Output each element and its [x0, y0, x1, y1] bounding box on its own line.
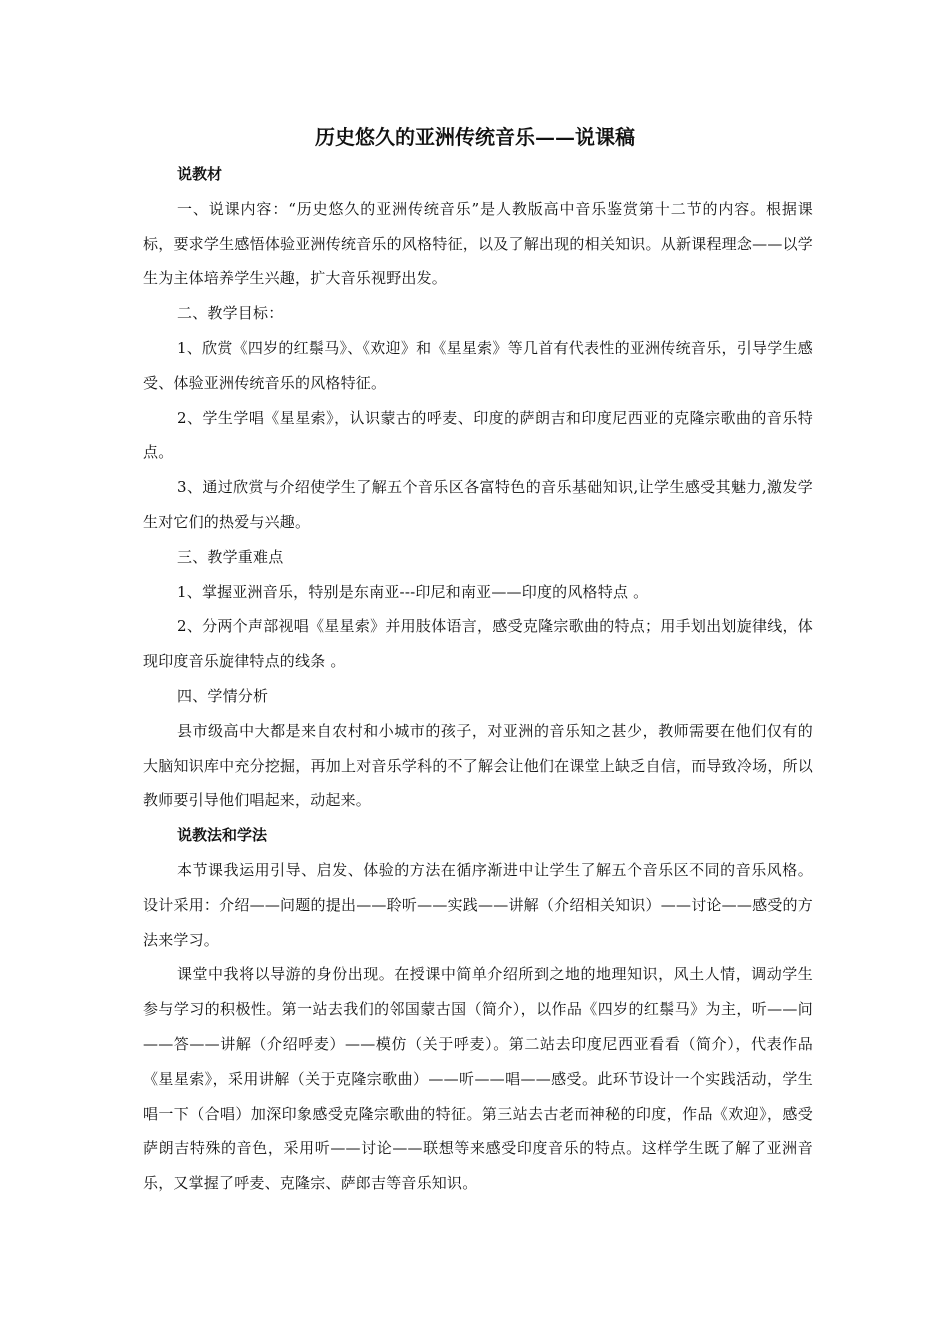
paragraph-methods: 本节课我运用引导、启发、体验的方法在循序渐进中让学生了解五个音乐区不同的音乐风格。设计采用：介绍——问题的提出——聆听——实践——讲解（介绍相关知识）——讨论——感受的方法来学习。	[143, 860, 813, 949]
paragraph-goal-2: 2、学生学唱《星星索》，认识蒙古的呼麦、印度的萨朗吉和印度尼西亚的克隆宗歌曲的音乐特点。	[143, 408, 813, 462]
paragraph-key-points-heading: 三、教学重难点	[177, 547, 284, 566]
document-body	[143, 157, 813, 1201]
paragraph-key-point-1: 1、掌握亚洲音乐，特别是东南亚---印尼和南亚——印度的风格特点 。	[177, 582, 649, 601]
section-heading-textbook: 说教材	[177, 165, 223, 183]
paragraph-goal-1: 1、欣赏《四岁的红鬃马》、《欢迎》和《星星索》等几首有代表性的亚洲传统音乐，引导学生感受、体验亚洲传统音乐的风格特征。	[143, 338, 813, 392]
paragraph-learner-analysis: 县市级高中大都是来自农村和小城市的孩子，对亚洲的音乐知之甚少，教师需要在他们仅有的大脑知识库中充分挖掘，再加上对音乐学科的不了解会让他们在课堂上缺乏自信，而导致冷场，所以教师要引导他们唱起来，动起来。	[143, 721, 813, 810]
paragraph-goal-3: 3、通过欣赏与介绍使学生了解五个音乐区各富特色的音乐基础知识,让学生感受其魅力,激发学生对它们的热爱与兴趣。	[143, 478, 813, 531]
paragraph-teaching-goals-heading: 二、教学目标：	[177, 304, 284, 323]
paragraph-key-point-2: 2、分两个声部视唱《星星索》并用肢体语言，感受克隆宗歌曲的特点；用手划出划旋律线，体现印度音乐旋律特点的线条 。	[143, 617, 813, 671]
document-title: 历史悠久的亚洲传统音乐——说课稿	[315, 125, 635, 149]
section-heading-methods: 说教法和学法	[177, 826, 268, 845]
paragraph-learner-analysis-heading: 四、学情分析	[177, 686, 269, 705]
paragraph-classroom-plan: 课堂中我将以导游的身份出现。在授课中简单介绍所到之地的地理知识，风土人情，调动学生参与学习的积极性。第一站去我们的邻国蒙古国（简介），以作品《四岁的红鬃马》为主，听——问——答——讲解（介绍呼麦）——模仿（关于呼麦）。第二站去印度尼西亚看看（简介），代表作品《星星索》，采用讲解（关于克隆宗歌曲）——听——唱——感受。此环节设计一个实践活动，学生唱一下（合唱）加深印象感受克隆宗歌曲的特征。第三站去古老而神秘的印度，作品《欢迎》，感受萨朗吉特殊的音色，采用听——讨论——联想等来感受印度音乐的特点。这样学生既了解了亚洲音乐，又掌握了呼麦、克隆宗、萨郎吉等音乐知识。	[143, 965, 813, 1193]
paragraph-lesson-content: 一、说课内容：“历史悠久的亚洲传统音乐”是人教版高中音乐鉴赏第十二节的内容。根据课标，要求学生感悟体验亚洲传统音乐的风格特征，以及了解出现的相关知识。从新课程理念——以学生为主体培养学生兴趣，扩大音乐视野出发。	[143, 199, 813, 288]
